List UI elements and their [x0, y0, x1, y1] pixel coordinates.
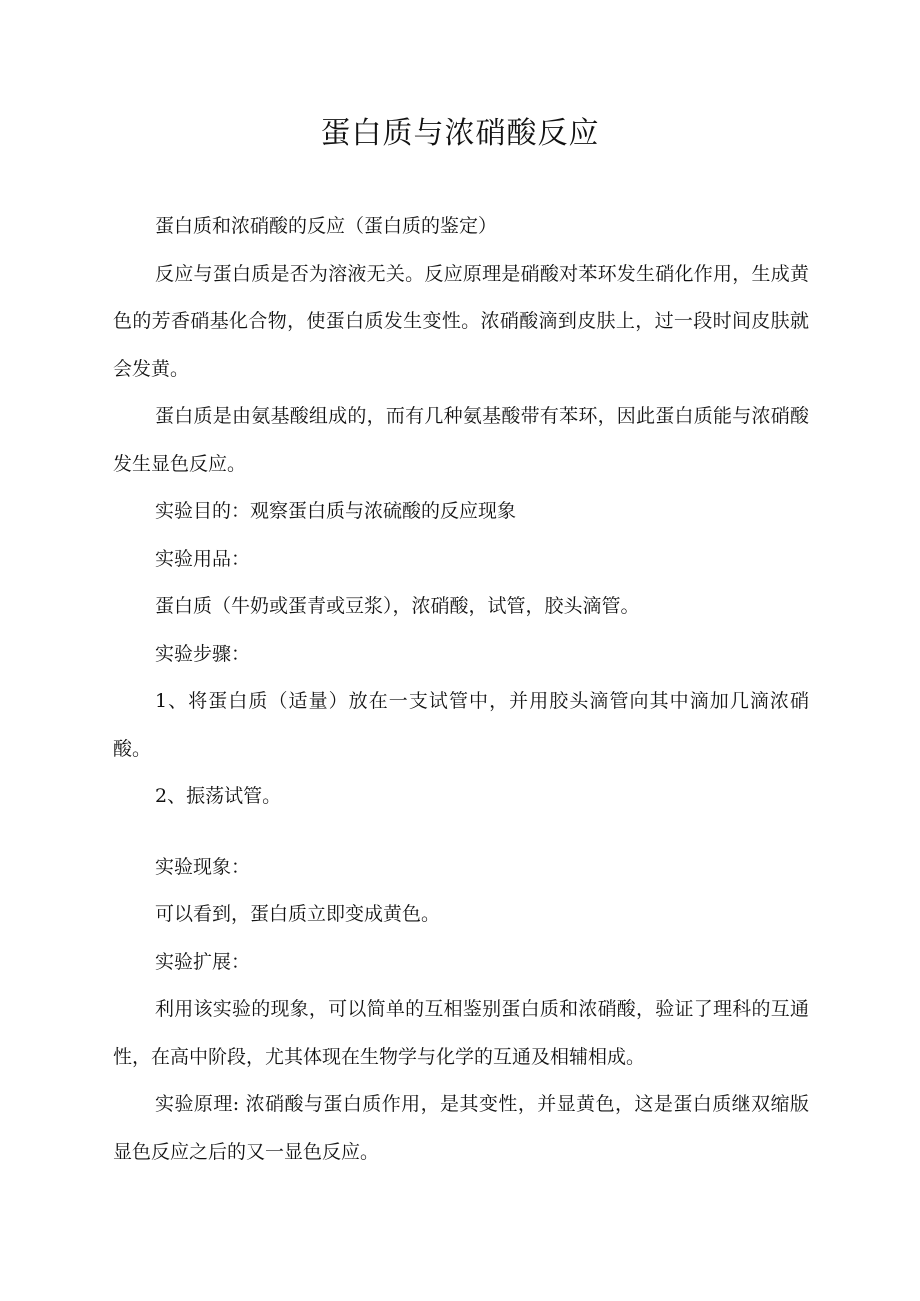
- paragraph-phenomenon-label: 实验现象：: [155, 855, 251, 878]
- document-body: [113, 203, 809, 1176]
- paragraph-step-2: 2、振荡试管。: [155, 785, 282, 807]
- paragraph-extension: 利用该实验的现象，可以简单的互相鉴别蛋白质和浓硝酸，验证了理科的互通性，在高中阶段，尤其体现在生物学与化学的互通及相辅相成。: [113, 998, 809, 1068]
- blank-line: [113, 821, 809, 844]
- paragraph-amino-acids: 蛋白质是由氨基酸组成的，而有几种氨基酸带有苯环，因此蛋白质能与浓硝酸发生显色反应。: [113, 405, 809, 475]
- paragraph-extension-label: 实验扩展：: [155, 950, 251, 973]
- paragraph-materials: 蛋白质（牛奶或蛋青或豆浆），浓硝酸，试管，胶头滴管。: [155, 595, 640, 617]
- paragraph-principle: 反应与蛋白质是否为溶液无关。反应原理是硝酸对苯环发生硝化作用，生成黄色的芳香硝基化合物，使蛋白质发生变性。浓硝酸滴到皮肤上，过一段时间皮肤就会发黄。: [113, 262, 809, 380]
- paragraph-steps-label: 实验步骤：: [155, 642, 251, 665]
- paragraph-step-1: 1、将蛋白质（适量）放在一支试管中，并用胶头滴管向其中滴加几滴浓硝酸。: [113, 690, 809, 760]
- paragraph-purpose: 实验目的：观察蛋白质与浓硫酸的反应现象: [155, 500, 517, 522]
- paragraph-materials-label: 实验用品：: [155, 547, 251, 570]
- paragraph-heading: 蛋白质和浓硝酸的反应（蛋白质的鉴定）: [155, 215, 498, 237]
- paragraph-experiment-principle: 实验原理: 浓硝酸与蛋白质作用，是其变性，并显黄色，这是蛋白质继双缩版显色反应之后的又一显色反应。: [113, 1093, 809, 1163]
- paragraph-phenomenon: 可以看到，蛋白质立即变成黄色。: [155, 903, 441, 925]
- page-title: 蛋白质与浓硝酸反应: [320, 116, 600, 151]
